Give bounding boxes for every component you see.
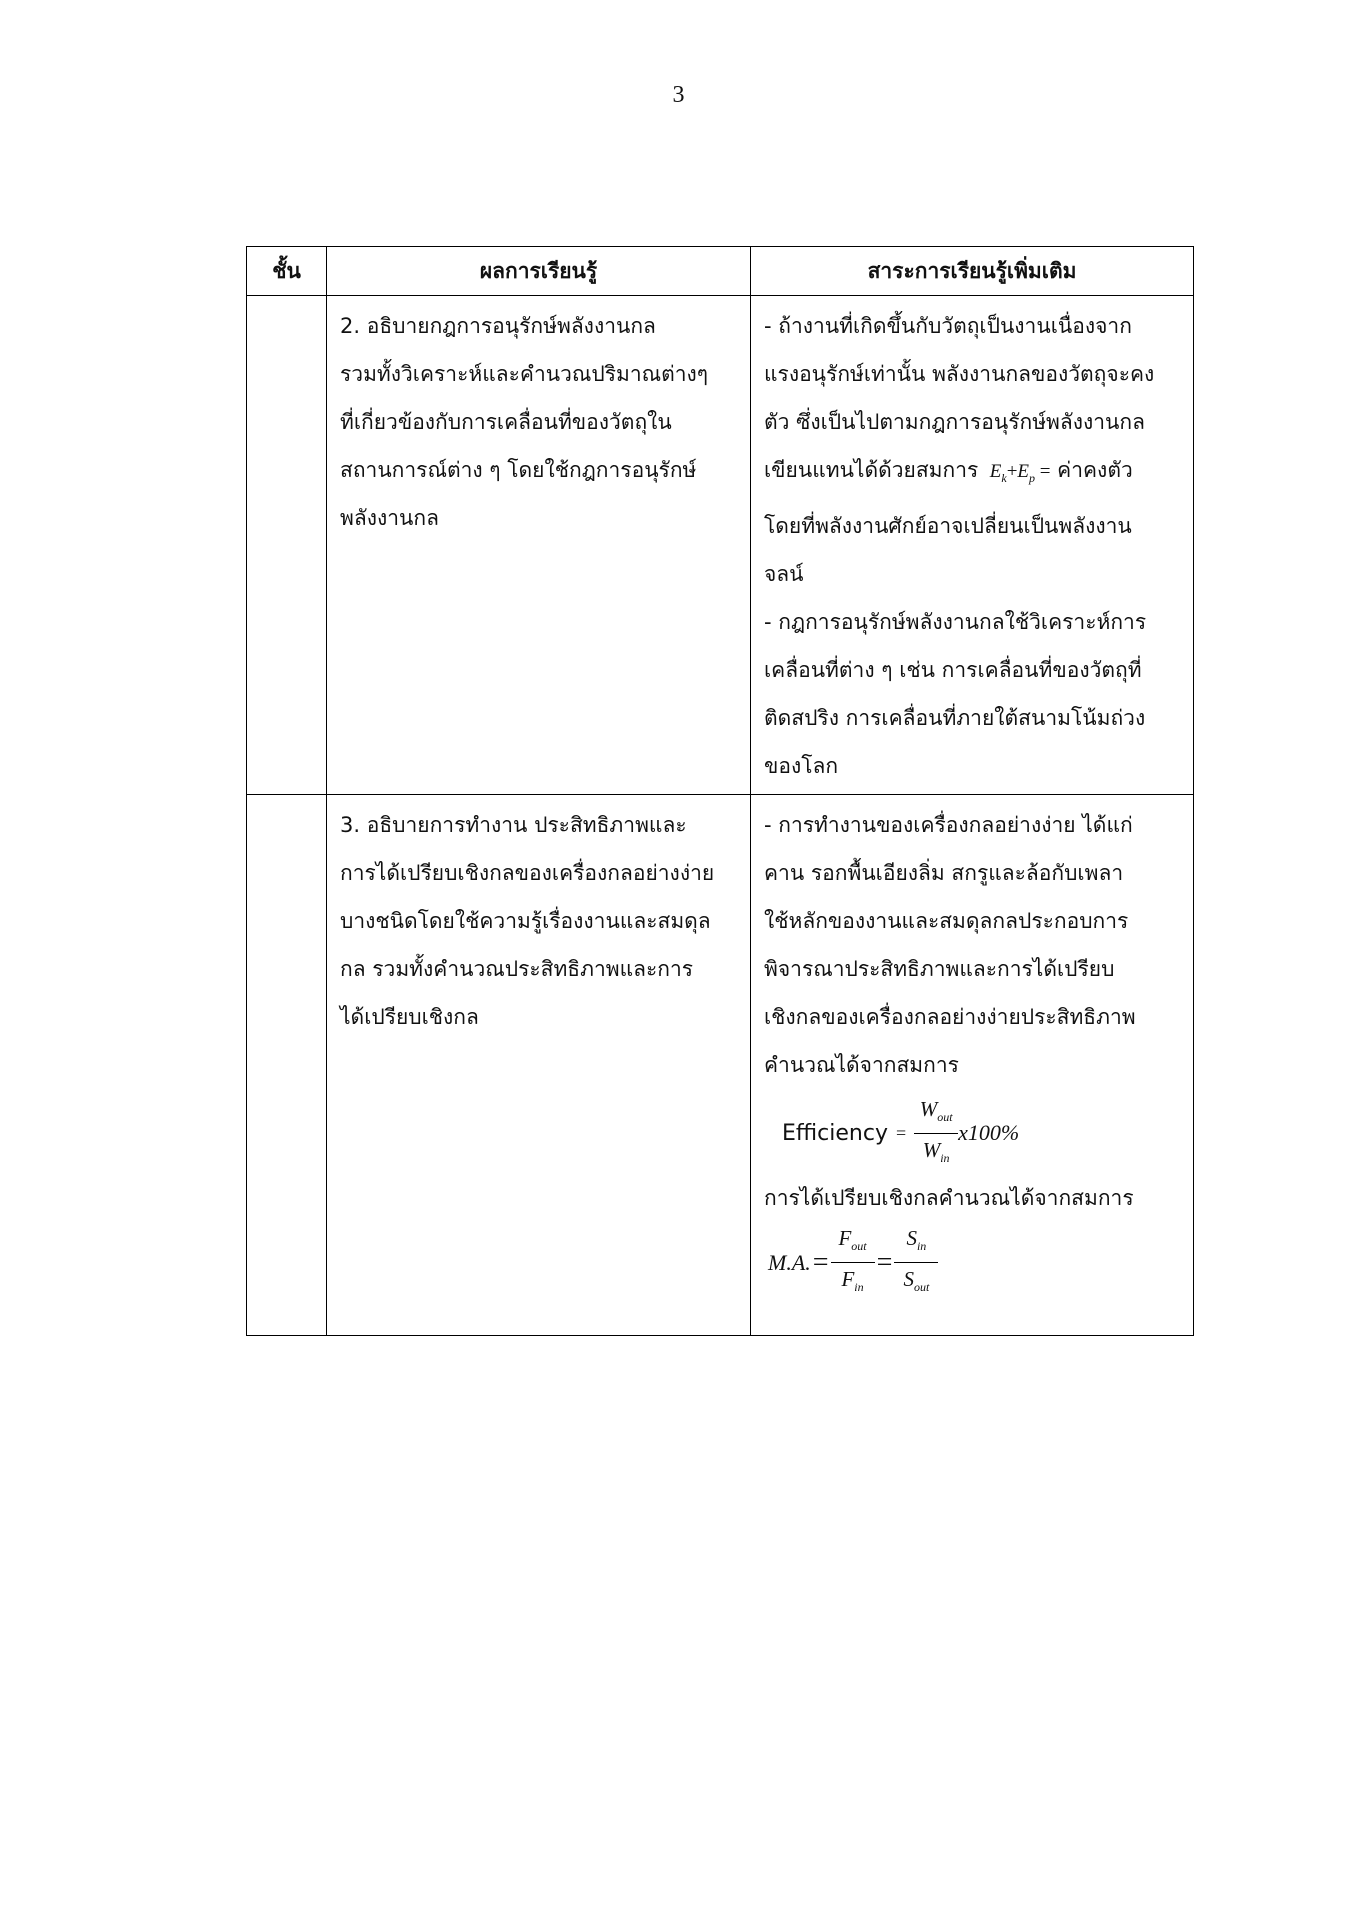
outcome-line: ที่เกี่ยวข้องกับการเคลื่อนที่ของวัตถุใน	[340, 410, 672, 434]
curriculum-table	[246, 246, 1194, 1336]
content-line-with-equation: เขียนแทนได้ด้วยสมการ $E_k+E_p$ = ค่าคงตัว	[764, 458, 1133, 485]
content-line: แรงอนุรักษ์เท่านั้น พลังงานกลของวัตถุจะคง	[764, 362, 1155, 386]
efficiency-label: Efficiency	[782, 1120, 888, 1146]
fraction-distance: $\frac{S_{in}}{S_{out}}$	[894, 1222, 938, 1303]
fraction-force: $\frac{F_{out}}{F_{in}}$	[831, 1222, 875, 1303]
content-line: เคลื่อนที่ต่าง ๆ เช่น การเคลื่อนที่ของวัตถุที่	[764, 657, 1142, 682]
energy-conservation-equation: $E_k+E_p$ =	[989, 461, 1051, 485]
content-line: การได้เปรียบเชิงกลคำนวณได้จากสมการ	[764, 1186, 1134, 1211]
content-line: ใช้หลักของงานและสมดุลกลประกอบการ	[764, 908, 1129, 933]
content-line: คำนวณได้จากสมการ	[764, 1052, 959, 1077]
outcome-line: บางชนิดโดยใช้ความรู้เรื่องงานและสมดุล	[340, 908, 711, 933]
content-line: โดยที่พลังงานศักย์อาจเปลี่ยนเป็นพลังงาน	[764, 513, 1132, 538]
outcome-cell	[327, 296, 751, 795]
content-line: ของโลก	[764, 753, 839, 778]
table-header-row	[247, 247, 1194, 296]
table-row	[247, 794, 1194, 1335]
outcome-line: 3. อธิบายการทำงาน ประสิทธิภาพและ	[340, 812, 687, 837]
header-grade: ชั้น	[247, 247, 327, 296]
content-line: จลน์	[764, 561, 804, 586]
outcome-line: พลังงานกล	[340, 506, 439, 530]
content-line: เชิงกลของเครื่องกลอย่างง่ายประสิทธิภาพ	[764, 1004, 1136, 1029]
outcome-line: รวมทั้งวิเคราะห์และคำนวณปริมาณต่างๆ	[340, 362, 709, 386]
fraction-work: $\frac{W_{out}}{W_{in}}$	[914, 1093, 958, 1174]
content-line: ตัว ซึ่งเป็นไปตามกฎการอนุรักษ์พลังงานกล	[764, 410, 1145, 434]
outcome-line: สถานการณ์ต่าง ๆ โดยใช้กฎการอนุรักษ์	[340, 458, 697, 482]
content-cell	[751, 794, 1194, 1335]
outcome-line: กล รวมทั้งคำนวณประสิทธิภาพและการ	[340, 956, 694, 981]
grade-cell	[247, 296, 327, 795]
page-number: 3	[672, 82, 685, 108]
outcome-cell	[327, 794, 751, 1335]
grade-cell	[247, 794, 327, 1335]
table-row	[247, 296, 1194, 795]
efficiency-formula: Efficiency = $\frac{W_{out}}{W_{in}}$ x100%	[764, 1093, 1183, 1174]
content-cell	[751, 296, 1194, 795]
mechanical-advantage-formula: M.A. = $\frac{F_{out}}{F_{in}}$ = $\frac{S_{in}}{S_{out}}$	[764, 1222, 1183, 1303]
header-additional-content: สาระการเรียนรู้เพิ่มเติม	[751, 247, 1194, 296]
content-line: พิจารณาประสิทธิภาพและการได้เปรียบ	[764, 956, 1115, 981]
header-learning-outcome: ผลการเรียนรู้	[327, 247, 751, 296]
outcome-line: 2. อธิบายกฎการอนุรักษ์พลังงานกล	[340, 314, 656, 338]
outcome-line: การได้เปรียบเชิงกลของเครื่องกลอย่างง่าย	[340, 860, 715, 885]
content-line: - การทำงานของเครื่องกลอย่างง่าย ได้แก่	[764, 812, 1133, 837]
content-line: คาน รอกพื้นเอียงลิ่ม สกรูและล้อกับเพลา	[764, 860, 1124, 885]
outcome-line: ได้เปรียบเชิงกล	[340, 1004, 479, 1029]
content-line: - กฎการอนุรักษ์พลังงานกลใช้วิเคราะห์การ	[764, 609, 1147, 634]
content-line: ติดสปริง การเคลื่อนที่ภายใต้สนามโน้มถ่วง	[764, 705, 1146, 730]
content-line: - ถ้างานที่เกิดขึ้นกับวัตถุเป็นงานเนื่องจาก	[764, 314, 1132, 338]
